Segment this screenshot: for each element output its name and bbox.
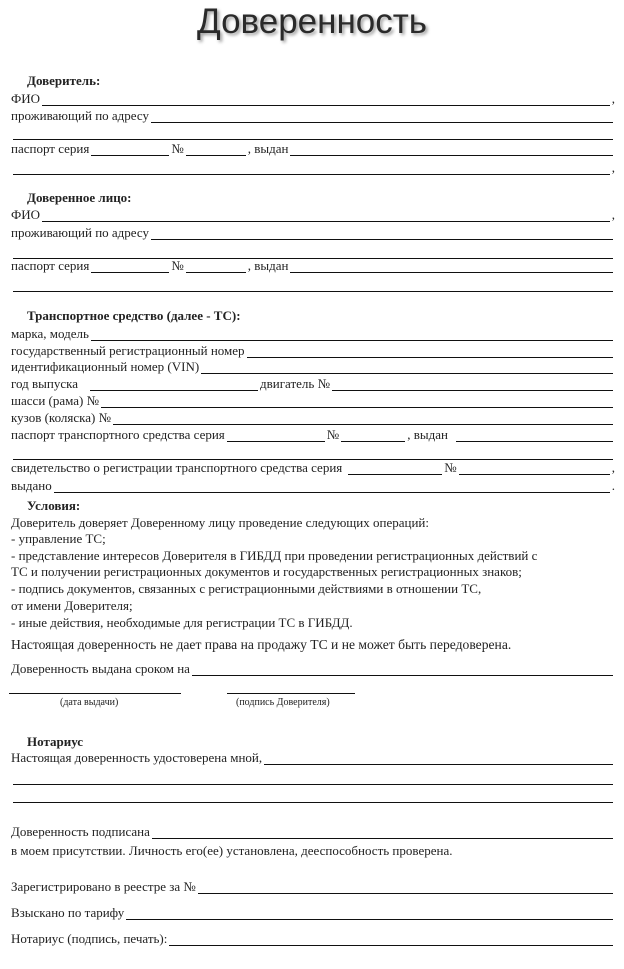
principal-address-field-2[interactable] (13, 129, 613, 140)
registration-cert-row (11, 459, 615, 475)
comma: , (611, 160, 615, 175)
principal-fio-row (11, 90, 615, 106)
certified-field[interactable] (264, 754, 613, 765)
condition-line: - подпись документов, связанных с регистрационными действиями в отношении ТС, (11, 581, 482, 596)
body-label: кузов (коляска) № (11, 410, 112, 425)
date-caption: (дата выдачи) (60, 697, 119, 708)
number-label: № (326, 427, 340, 442)
registered-row (11, 878, 615, 894)
attorney-issued-field-2[interactable] (13, 281, 613, 292)
passport-series-label: паспорт серия (11, 258, 90, 273)
principal-passport-row (11, 140, 615, 156)
registry-number-field[interactable] (198, 883, 613, 894)
comma: , (611, 91, 615, 106)
number-label: № (171, 258, 184, 273)
certified-row (11, 749, 615, 765)
pts-issued-row-2 (11, 444, 615, 460)
reg-number-row (11, 342, 615, 358)
notary-heading: Нотариус (27, 734, 84, 749)
pts-issued-field[interactable] (456, 431, 613, 442)
principal-address-row-2 (11, 124, 615, 140)
principal-fio-field[interactable] (42, 95, 610, 106)
condition-line: - иные действия, необходимые для регистрации ТС в ГИБДД. (11, 615, 353, 630)
vehicle-heading: Транспортное средство (далее - ТС): (27, 308, 241, 323)
cert-issued-row (11, 477, 615, 493)
term-field[interactable] (192, 665, 613, 676)
address-label: проживающий по адресу (11, 225, 149, 240)
signature-caption: (подпись Доверителя) (236, 697, 330, 708)
signed-label: Доверенность подписана (11, 824, 150, 839)
notary-signature-row (11, 930, 615, 946)
principal-address-field[interactable] (151, 112, 613, 123)
certified-field-3[interactable] (13, 792, 613, 803)
make-model-field[interactable] (91, 330, 613, 341)
principal-address-row (11, 107, 615, 123)
number-label: № (171, 141, 184, 156)
signed-row (11, 823, 615, 839)
engine-label: двигатель № (260, 376, 330, 391)
reg-number-field[interactable] (247, 347, 613, 358)
vin-row (11, 358, 615, 374)
pts-number-field[interactable] (341, 431, 405, 442)
term-label: Доверенность выдана сроком на (11, 661, 190, 676)
tariff-row (11, 904, 615, 920)
pts-series-label: паспорт транспортного средства серия (11, 427, 225, 442)
comma: , (611, 460, 615, 475)
principal-heading: Доверитель: (27, 73, 101, 88)
issued-label: , выдан (247, 141, 289, 156)
address-label: проживающий по адресу (11, 108, 149, 123)
attorney-heading: Доверенное лицо: (27, 190, 132, 205)
year-label: год выпуска (11, 376, 78, 391)
principal-passport-issued-field[interactable] (290, 145, 613, 156)
fio-label: ФИО (11, 91, 41, 106)
condition-line: Доверитель доверяет Доверенному лицу проведение следующих операций: (11, 515, 429, 530)
comma: , (611, 207, 615, 222)
notary-signature-field[interactable] (169, 935, 613, 946)
principal-signature-field[interactable] (227, 683, 355, 694)
tariff-label: Взыскано по тарифу (11, 905, 125, 920)
body-field[interactable] (113, 414, 613, 425)
vin-field[interactable] (201, 363, 613, 374)
engine-field[interactable] (332, 380, 613, 391)
attorney-passport-series-field[interactable] (91, 262, 169, 273)
year-field[interactable] (90, 380, 258, 391)
notary-signature-label: Нотариус (подпись, печать): (11, 931, 168, 946)
attorney-address-row (11, 224, 615, 240)
make-model-row (11, 325, 615, 341)
certified-label: Настоящая доверенность удостоверена мной, (11, 750, 263, 765)
conditions-heading: Условия: (27, 498, 81, 513)
pts-series-field[interactable] (227, 431, 325, 442)
attorney-passport-row (11, 257, 615, 273)
cert-number-field[interactable] (459, 464, 610, 475)
principal-passport-series-field[interactable] (91, 145, 169, 156)
attorney-fio-field[interactable] (42, 211, 610, 222)
reg-number-label: государственный регистрационный номер (11, 343, 245, 358)
pts-row (11, 426, 615, 442)
tariff-field[interactable] (126, 909, 613, 920)
chassis-row (11, 392, 615, 408)
principal-issued-row-2 (11, 159, 615, 175)
condition-line: - управление ТС; (11, 531, 106, 546)
number-label: № (444, 460, 457, 475)
attorney-issued-row-2 (11, 276, 615, 292)
attorney-passport-issued-field[interactable] (290, 262, 613, 273)
presence-text: в моем присутствии. Личность его(ее) установлена, дееспособность проверена. (11, 843, 453, 858)
make-model-label: марка, модель (11, 326, 89, 341)
certified-field-2[interactable] (13, 774, 613, 785)
certified-row-2 (11, 769, 615, 785)
no-sale-clause: Настоящая доверенность не дает права на продажу ТС и не может быть передоверена. (11, 637, 512, 652)
passport-series-label: паспорт серия (11, 141, 90, 156)
year-engine-row (11, 375, 615, 391)
issued-label: , выдан (247, 258, 289, 273)
attorney-passport-number-field[interactable] (186, 262, 246, 273)
attorney-address-field[interactable] (151, 229, 613, 240)
body-row (11, 409, 615, 425)
cert-series-field[interactable] (348, 464, 442, 475)
condition-line: - представление интересов Доверителя в ГИБДД при проведении регистрационных действий с (11, 548, 538, 563)
chassis-label: шасси (рама) № (11, 393, 100, 408)
vin-label: идентификационный номер (VIN) (11, 359, 200, 374)
condition-line: от имени Доверителя; (11, 598, 133, 613)
term-row (11, 660, 615, 676)
registered-label: Зарегистрировано в реестре за № (11, 879, 196, 894)
document-title: Доверенность (196, 2, 428, 41)
principal-passport-number-field[interactable] (186, 145, 246, 156)
period: . (611, 478, 615, 493)
signed-field[interactable] (152, 828, 613, 839)
issue-date-field[interactable] (9, 683, 181, 694)
fio-label: ФИО (11, 207, 41, 222)
attorney-fio-row (11, 206, 615, 222)
condition-line: ТС и получении регистрационных документов и государственных регистрационных знаков; (11, 564, 522, 579)
certified-row-3 (11, 787, 615, 803)
principal-issued-field-2[interactable] (13, 164, 610, 175)
issued-label: , выдан (407, 427, 448, 442)
chassis-field[interactable] (101, 397, 613, 408)
cert-series-label: свидетельство о регистрации транспортного средства серия (11, 460, 343, 475)
issued-by-label: выдано (11, 478, 52, 493)
cert-issued-field[interactable] (54, 482, 610, 493)
